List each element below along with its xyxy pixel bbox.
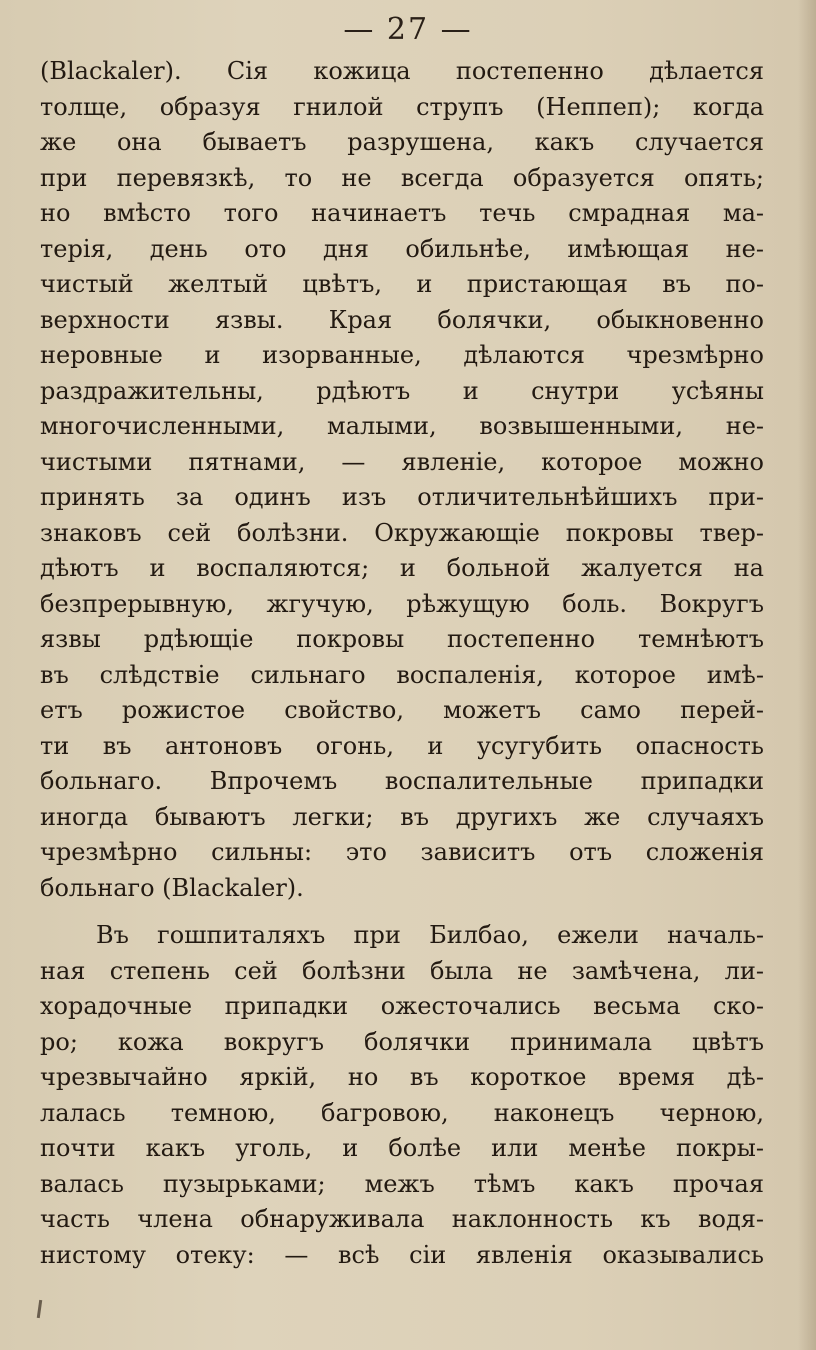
text-line: дѣютъ и воспаляются; и больной жалуется на — [40, 554, 764, 582]
text-line: ти въ антоновъ огонь, и усугубить опасность — [40, 731, 764, 760]
paragraph — [40, 918, 764, 1273]
text-line: (Blackaler). Сія кожица постепенно дѣлается — [40, 57, 764, 85]
text-line: больнаго. Впрочемъ воспалительные припадки — [40, 767, 764, 795]
text-line: иногда бываютъ легки; въ другихъ же случаяхъ — [40, 802, 764, 831]
text-line: при перевязкѣ, то не всегда образуется опять; — [40, 163, 764, 192]
text-line: ная степень сей болѣзни была не замѣчена, ли- — [40, 956, 764, 985]
text-line: нистому отеку: — всѣ сіи явленія оказывались — [40, 1240, 764, 1269]
text-line: почти какъ уголь, и болѣе или менѣе покры- — [40, 1134, 764, 1162]
text-line: лалась темною, багровою, наконецъ черною, — [40, 1098, 764, 1127]
text-line: чрезмѣрно сильны: это зависитъ отъ сложенія — [40, 838, 764, 866]
text-line: верхности язвы. Края болячки, обыкновенно — [40, 305, 764, 334]
text-line: раздражительны, рдѣютъ и снутри усѣяны — [40, 376, 764, 405]
text-line: етъ рожистое свойство, можетъ само перей- — [40, 696, 764, 724]
text-line: чистый желтый цвѣтъ, и пристающая въ по- — [40, 270, 764, 298]
text-line: терія, день ото дня обильнѣе, имѣющая не- — [40, 234, 764, 263]
text-line: валась пузырьками; межъ тѣмъ какъ прочая — [40, 1169, 764, 1198]
text-line: больнаго (Blackaler). — [40, 873, 304, 902]
text-line: язвы рдѣющіе покровы постепенно темнѣютъ — [40, 625, 764, 653]
ink-mark — [37, 1300, 42, 1318]
page-edge-shadow — [798, 0, 816, 1350]
text-line: ро; кожа вокругъ болячки принимала цвѣтъ — [40, 1027, 764, 1056]
page-number: — 27 — — [343, 12, 473, 47]
text-line: многочисленными, малыми, возвышенными, не- — [40, 412, 764, 440]
text-line: же она бываетъ разрушена, какъ случается — [40, 128, 764, 156]
text-line: но вмѣсто того начинаетъ течь смрадная ма- — [40, 199, 764, 227]
text-line: неровные и изорванные, дѣлаются чрезмѣрно — [40, 341, 764, 369]
text-line: часть члена обнаруживала наклонность къ водя- — [40, 1205, 764, 1233]
text-line: хорадочные припадки ожесточались весьма ско- — [40, 992, 764, 1020]
text-line: въ слѣдствіе сильнаго воспаленія, которое имѣ- — [40, 660, 764, 689]
text-line: чистыми пятнами, — явленіе, которое можно — [40, 447, 764, 476]
text-line: знаковъ сей болѣзни. Окружающіе покровы твер- — [40, 518, 764, 547]
text-line: чрезвычайно яркій, но въ короткое время дѣ- — [40, 1063, 764, 1091]
paragraph — [40, 54, 764, 906]
text-line: принять за одинъ изъ отличительнѣйшихъ при- — [40, 483, 764, 511]
text-line: Въ гошпиталяхъ при Билбао, ежели началь- — [96, 921, 764, 949]
text-line: безпрерывную, жгучую, рѣжущую боль. Вокругъ — [40, 589, 764, 618]
paragraph-gap — [40, 906, 764, 918]
text-line: толще, образуя гнилой струпъ (Heппеп); когда — [40, 92, 764, 121]
body-text — [40, 54, 764, 1273]
